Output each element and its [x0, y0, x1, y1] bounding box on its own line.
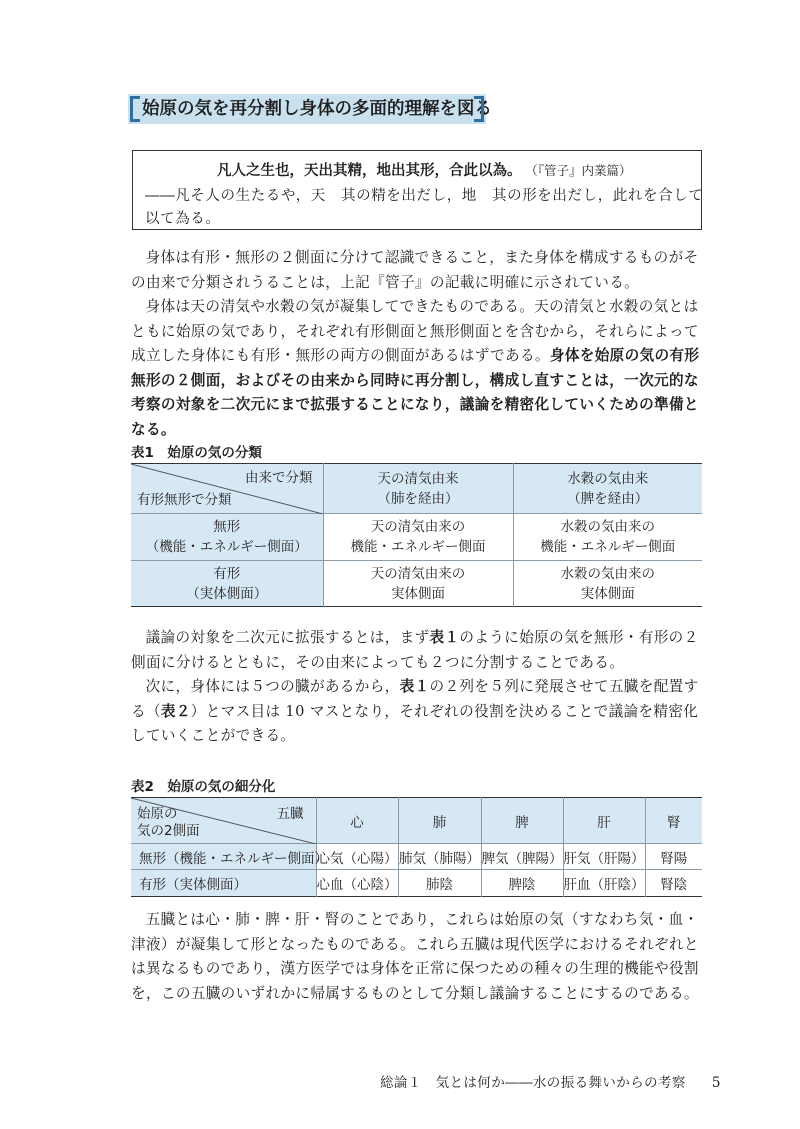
cell-line: 実体側面	[580, 585, 635, 602]
body-text-lower	[131, 908, 705, 1006]
table2-cell: 肺気（肺陽）	[398, 844, 481, 870]
text-run: の２列を５列に発展させて五臓を配置する（	[131, 678, 699, 720]
row-head-title: 有形	[213, 565, 241, 582]
table1-col1-subtitle: （肺を経由）	[377, 490, 459, 507]
organ-header-kidney: 腎	[645, 798, 702, 844]
body-text-middle	[131, 626, 705, 749]
table2-cell: 心血（心陰）	[316, 870, 398, 897]
paragraph-2	[131, 295, 705, 442]
section-title: 始原の気を再分割し身体の多面的理解を図る	[142, 99, 492, 119]
table2-row-header: 有形（実体側面）	[131, 870, 316, 897]
text-run: のように始原の気を無形・有形の２側面に分けるとともに，その由来によっても２つに分割することである。	[131, 629, 699, 671]
table-reference: 表２	[160, 702, 191, 720]
table1-row-header	[131, 514, 323, 561]
table2-corner-bottom: 始原の 気の2側面	[137, 806, 200, 839]
row-head-title: 無形	[213, 519, 241, 535]
table1-cell	[323, 514, 513, 561]
table2-caption: 表2 始原の気の細分化	[131, 779, 276, 795]
page-number: 5	[711, 1075, 721, 1091]
quote-source: （『管子』内業篇）	[531, 163, 632, 178]
bracket-right-ornament	[474, 96, 484, 122]
table1-col2-title: 水穀の気由来	[567, 470, 649, 487]
table1-cell	[323, 561, 513, 607]
cell-line: 機能・エネルギー側面	[540, 539, 676, 555]
table-row	[131, 514, 702, 561]
table2-cell: 脾陰	[481, 870, 563, 897]
text-run: 議論の対象を二次元に拡張するとは，まず	[145, 629, 430, 646]
table2	[131, 797, 702, 897]
table1-col-header-2	[513, 464, 702, 514]
cell-line: 水穀の気由来の	[560, 565, 655, 582]
quote-box	[132, 150, 702, 230]
table1-corner-bottom: 有形無形で分類	[137, 492, 232, 508]
paragraph-2-emphasis: 身体を始原の気の有形無形の２側面，およびその由来から同時に再分割し，構成し直すことは，一次元的な考察の対象を二次元にまで拡張することになり，議論を精密化していくための準備となる。	[131, 347, 700, 438]
table-reference: 表１	[399, 678, 430, 695]
cell-line: 天の清気由来の	[370, 565, 466, 582]
row-head-subtitle: （実体側面）	[186, 585, 268, 602]
cell-line: 天の清気由来の	[370, 519, 466, 535]
table2-cell: 腎陽	[645, 844, 702, 870]
table-reference: 表１	[429, 629, 460, 646]
table-row	[131, 870, 702, 897]
bracket-left-ornament	[130, 96, 140, 122]
table2-corner-top: 五臓	[276, 806, 304, 822]
table2-cell: 心気（心陽）	[316, 844, 398, 870]
cell-line: 機能・エネルギー側面	[350, 539, 486, 555]
running-title: 総論１ 気とは何か――水の振る舞いからの考察	[380, 1075, 686, 1091]
table1-col-header-1	[323, 464, 513, 514]
table1	[131, 463, 702, 607]
table1-corner-top: 由来で分類	[245, 470, 313, 486]
table2-cell: 肺陰	[398, 870, 481, 897]
row-head-subtitle: （機能・エネルギー側面）	[145, 539, 308, 555]
table1-corner-cell	[131, 464, 323, 514]
organ-header-liver: 肝	[563, 798, 645, 844]
table1-row-header	[131, 561, 323, 607]
page-footer	[380, 1071, 721, 1091]
quote-kanbun-line	[217, 159, 632, 180]
cell-line: 実体側面	[391, 585, 445, 602]
table1-caption: 表1 始原の気の分類	[131, 445, 262, 461]
section-heading	[128, 94, 492, 124]
table1-col2-subtitle: （脾を経由）	[567, 490, 649, 507]
quote-reading-line-1: ――凡そ人の生たるや，天 其の精を出だし，地 其の形を出だし，此れを合して	[145, 188, 704, 204]
quote-reading-line-2: 以て為る。	[145, 211, 221, 227]
paragraph-3	[131, 626, 705, 675]
table2-cell: 脾気（脾陽）	[481, 844, 563, 870]
paragraph-4	[131, 675, 705, 749]
paragraph-1: 身体は有形・無形の２側面に分けて認識できること，また身体を構成するものがその由来で分類されうることは，上記『管子』の記載に明確に示されている。	[131, 249, 699, 291]
text-run: ）とマス目は 10 マスとなり，それぞれの役割を決めることで議論を精密化していくことができる。	[131, 702, 699, 744]
kanbun-text: 凡人之生也，天出其精，地出其形，合此以為。	[217, 163, 522, 179]
paragraph-2-text: 身体は天の清気や水穀の気が凝集してできたものである。天の清気と水穀の気とはともに始原の気であり，それぞれ有形側面と無形側面とを含むから，それらによって成立した身体にも有形・無形の両方の側面があるはずである。	[131, 298, 699, 364]
table-row	[131, 561, 702, 607]
text-run: 次に，身体には５つの臓があるから，	[145, 678, 400, 695]
table2-cell: 肝血（肝陰）	[563, 870, 645, 897]
table2-cell: 腎陰	[645, 870, 702, 897]
table-row	[131, 844, 702, 870]
table1-cell	[513, 514, 702, 561]
organ-header-heart: 心	[316, 798, 398, 844]
table1-col1-title: 天の清気由来	[377, 470, 459, 487]
table1-cell	[513, 561, 702, 607]
organ-header-spleen: 脾	[481, 798, 563, 844]
table2-row-header: 無形（機能・エネルギー側面）	[131, 844, 316, 870]
table2-cell: 肝気（肝陽）	[563, 844, 645, 870]
cell-line: 水穀の気由来の	[560, 519, 655, 535]
organ-header-lung: 肺	[398, 798, 481, 844]
table2-corner-cell	[131, 798, 316, 844]
body-text-upper	[131, 246, 705, 442]
paragraph-5: 五臓とは心・肺・脾・肝・腎のことであり，これらは始原の気（すなわち気・血・津液）が凝集して形となったものである。これら五臓は現代医学におけるそれぞれとは異なるものであり，漢方医学では身体を正常に保つための種々の生理的機能や役割を，この五臓のいずれかに帰属するものとして分類し議論することにするのである。	[131, 911, 699, 1002]
